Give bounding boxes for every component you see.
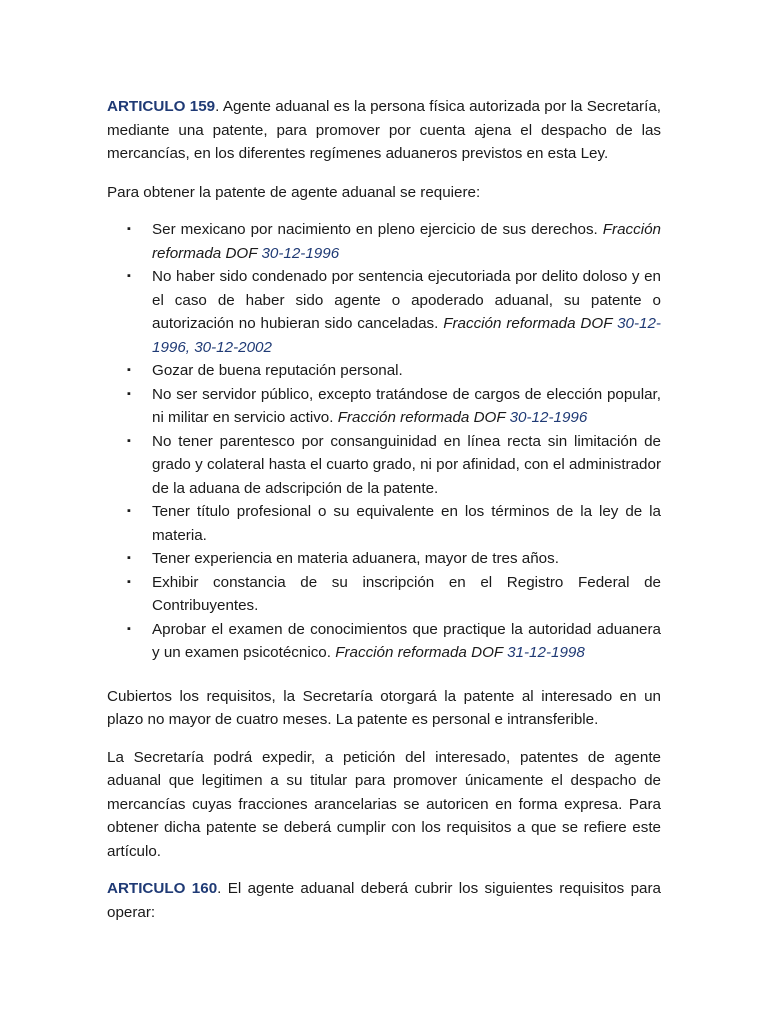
reform-date-link[interactable]: 30-12-1996, 30-12-2002 <box>152 315 661 356</box>
grant-paragraph: Cubiertos los requisitos, la Secretaría otorgará la patente al interesado en un plazo no mayor de cuatro meses. La patente es personal e intransferible. <box>107 687 661 728</box>
bullet-icon: ▪ <box>127 622 131 635</box>
requirement-item <box>107 547 661 571</box>
bullet-icon: ▪ <box>127 364 131 376</box>
requirement-text: No ser servidor público, excepto tratándose de cargos de elección popular, ni militar en servicio activo. <box>152 385 661 426</box>
bullet-icon: ▪ <box>127 223 131 235</box>
requirement-text: Tener experiencia en materia aduanera, mayor de tres años. <box>152 550 559 567</box>
reform-date-link[interactable]: 30-12-1996 <box>509 409 588 426</box>
requirement-item <box>107 500 661 547</box>
requirement-item <box>107 265 661 359</box>
requirement-item <box>107 383 661 430</box>
bullet-icon: ▪ <box>127 552 131 564</box>
reform-date-link[interactable]: 30-12-1996 <box>261 244 340 262</box>
reform-note: Fracción reformada DOF <box>443 315 618 332</box>
requirement-item <box>107 359 661 383</box>
requirement-item <box>107 218 661 265</box>
special-patent-paragraph: La Secretaría podrá expedir, a petición del interesado, patentes de agente aduanal que legitimen a su titular para promover únicamente el despacho de mercancías cuyas fracciones arancelarias se autoricen en forma expresa. Para obtener dicha patente se deberá cumplir con los requisitos a que se refiere este artículo. <box>107 748 661 860</box>
requirement-text: Tener título profesional o su equivalente en los términos de la ley de la materia. <box>152 503 661 544</box>
article-160-heading: ARTICULO 160 <box>107 880 218 897</box>
reform-note: Fracción reformada DOF <box>152 221 661 262</box>
article-160-paragraph <box>107 877 661 924</box>
requirement-text: No haber sido condenado por sentencia ejecutoriada por delito doloso y en el caso de haber sido agente o apoderado aduanal, su patente o autorización no hubieran sido canceladas. <box>152 268 661 332</box>
requirement-text: Gozar de buena reputación personal. <box>152 362 403 379</box>
article-159-paragraph <box>107 95 661 166</box>
bullet-icon: ▪ <box>127 575 131 588</box>
bullet-icon: ▪ <box>127 434 131 447</box>
article-160-intro: . El agente aduanal deberá cubrir los siguientes requisitos para operar: <box>107 880 661 921</box>
requirement-item <box>107 430 661 501</box>
requirements-lead: Para obtener la patente de agente aduanal se requiere: <box>107 183 481 201</box>
requirement-text: Aprobar el examen de conocimientos que practique la autoridad aduanera y un examen psicotécnico. <box>152 620 661 661</box>
document-page <box>107 95 661 924</box>
requirement-text: Ser mexicano por nacimiento en pleno ejercicio de sus derechos. <box>152 221 603 238</box>
requirement-text: Exhibir constancia de su inscripción en el Registro Federal de Contribuyentes. <box>152 573 661 614</box>
article-159-intro: . Agente aduanal es la persona física autorizada por la Secretaría, mediante una patente, para promover por cuenta ajena el despacho de las mercancías, en los diferentes regímenes aduaneros previstos en esta Ley. <box>107 98 661 162</box>
requirement-item <box>107 618 661 665</box>
article-159-heading: ARTICULO 159 <box>107 98 216 115</box>
reform-note: Fracción reformada DOF <box>335 644 508 661</box>
requirements-list <box>107 218 661 665</box>
bullet-icon: ▪ <box>127 270 131 282</box>
requirement-item <box>107 571 661 618</box>
reform-date-link[interactable]: 31-12-1998 <box>507 644 585 661</box>
bullet-icon: ▪ <box>127 505 131 517</box>
bullet-icon: ▪ <box>127 387 131 400</box>
reform-note: Fracción reformada DOF <box>337 409 510 426</box>
requirement-text: No tener parentesco por consanguinidad en línea recta sin limitación de grado y colateral hasta el cuarto grado, ni por afinidad, con el administrador de la aduana de adscripción de la patente. <box>152 432 661 497</box>
